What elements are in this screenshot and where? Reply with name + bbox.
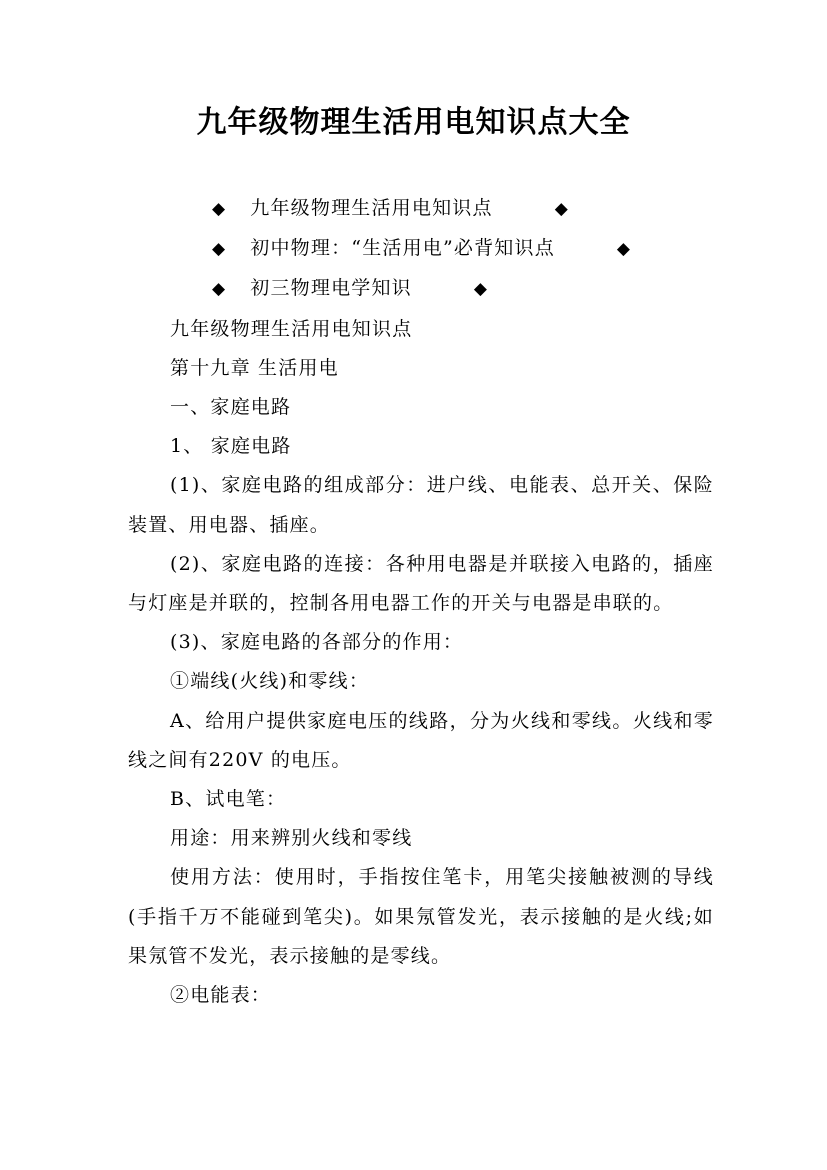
body-paragraph: ②电能表：: [170, 984, 272, 1007]
related-link-text[interactable]: 初三物理电学知识: [250, 277, 412, 300]
body-paragraph: (2)、家庭电路的连接：各种用电器是并联接入电路的，插座与灯座是并联的，控制各用电器工作的开关与电器是串联的。: [128, 552, 714, 615]
document-body: [128, 189, 714, 1015]
body-paragraph: (3)、家庭电路的各部分的作用：: [170, 631, 464, 654]
diamond-bullet-icon: ◆: [554, 199, 569, 219]
diamond-bullet-icon: ◆: [212, 199, 227, 219]
subsection-heading: 一、家庭电路: [170, 396, 292, 419]
body-paragraph: (1)、家庭电路的组成部分：进户线、电能表、总开关、保险装置、用电器、插座。: [128, 474, 714, 536]
body-paragraph: B、试电笔：: [170, 788, 287, 811]
related-link-text[interactable]: 九年级物理生活用电知识点: [250, 197, 493, 219]
body-paragraph: 用途：用来辨别火线和零线: [170, 827, 413, 850]
diamond-bullet-icon: ◆: [212, 279, 227, 300]
section-heading: 九年级物理生活用电知识点: [170, 317, 413, 340]
diamond-bullet-icon: ◆: [616, 239, 632, 260]
subsection-heading: 1、 家庭电路: [170, 435, 292, 458]
body-paragraph: A、给用户提供家庭电压的线路，分为火线和零线。火线和零线之间有220V 的电压。: [128, 709, 714, 771]
diamond-bullet-icon: ◆: [212, 239, 227, 260]
related-link-text[interactable]: 初中物理：“生活用电”必背知识点: [250, 237, 555, 260]
body-paragraph: ①端线(火线)和零线：: [170, 670, 370, 693]
body-paragraph: 使用方法：使用时，手指按住笔卡，用笔尖接触被测的导线(手指千万不能碰到笔尖)。如果氖管发光，表示接触的是火线;如果氖管不发光，表示接触的是零线。: [128, 866, 714, 967]
related-link-2[interactable]: [128, 229, 714, 269]
document-title: 九年级物理生活用电知识点大全: [196, 105, 631, 140]
diamond-bullet-icon: ◆: [473, 279, 489, 300]
related-link-3[interactable]: [128, 269, 714, 309]
related-link-1[interactable]: [128, 189, 714, 229]
chapter-heading: 第十九章 生活用电: [170, 356, 339, 379]
